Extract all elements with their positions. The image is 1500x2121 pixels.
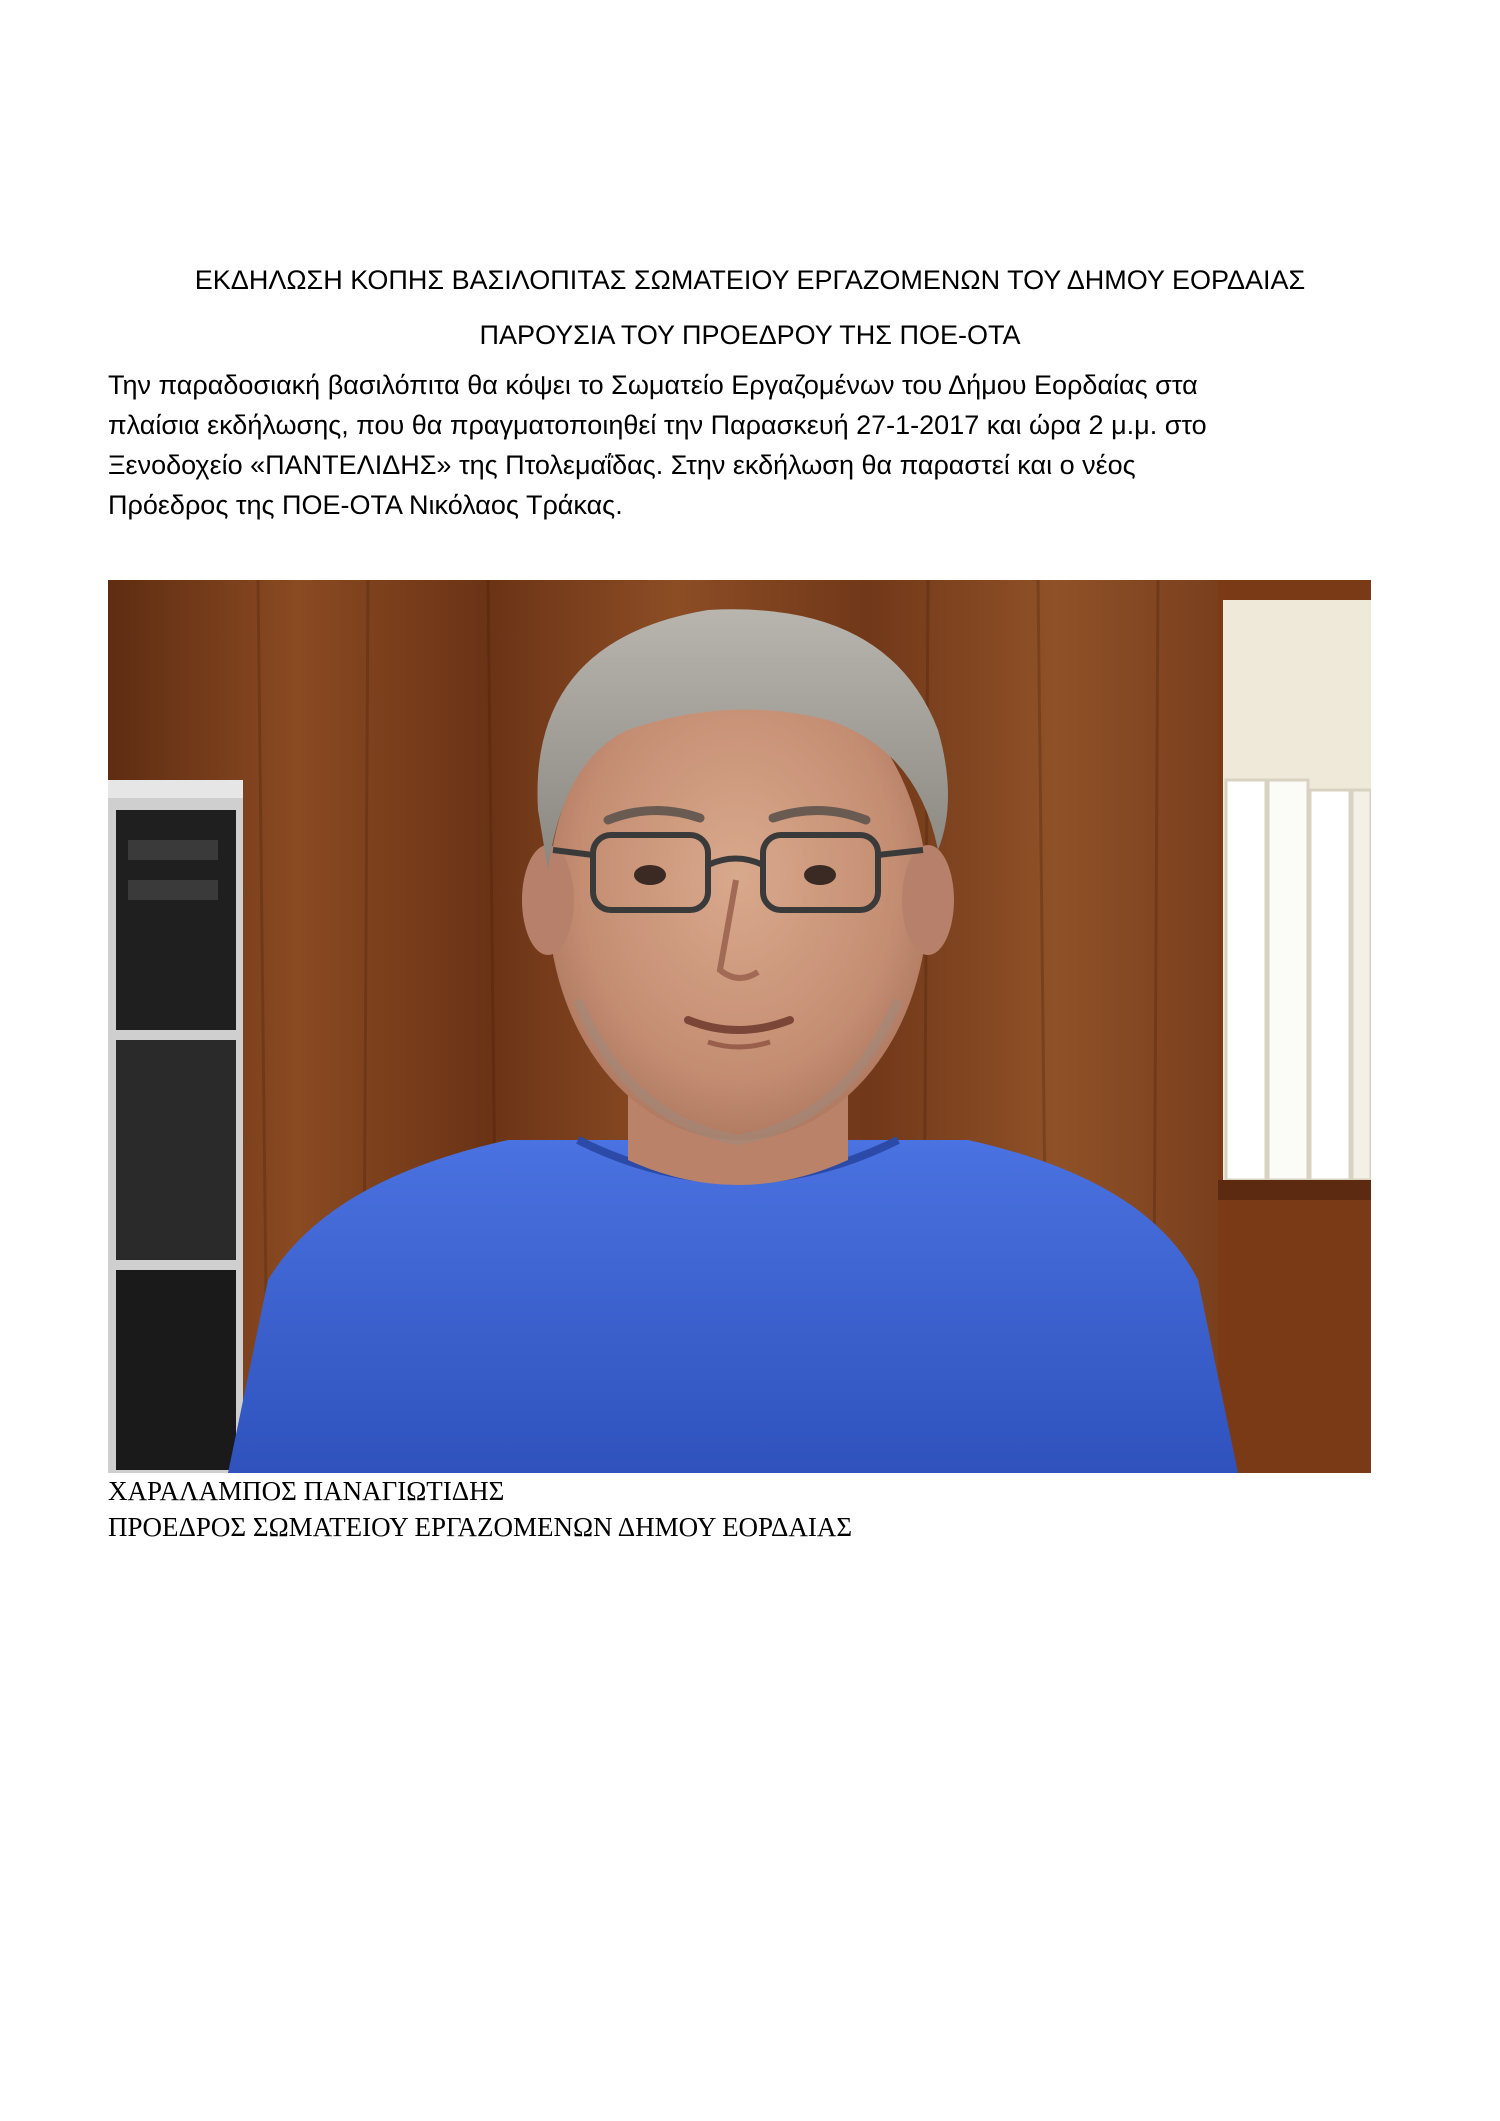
body-line: Πρόεδρος της ΠΟΕ-ΟΤΑ Νικόλαος Τράκας. [108, 490, 623, 520]
body-paragraph [108, 365, 1398, 525]
body-line: Ξενοδοχείο «ΠΑΝΤΕΛΙΔΗΣ» της Πτολεμαΐδας. Στην εκδήλωση θα παραστεί και ο νέος [108, 450, 1136, 480]
body-line: Την παραδοσιακή βασιλόπιτα θα κόψει το Σωματείο Εργαζομένων του Δήμου Εορδαίας στα [108, 370, 1198, 400]
portrait-photo [108, 580, 1371, 1473]
caption-name: ΧΑΡΑΛΑΜΠΟΣ ΠΑΝΑΓΙΩΤΙΔΗΣ [108, 1476, 505, 1506]
heading-title: ΕΚΔΗΛΩΣΗ ΚΟΠΗΣ ΒΑΣΙΛΟΠΙΤΑΣ ΣΩΜΑΤΕΙΟΥ ΕΡΓΑΖΟΜΕΝΩΝ ΤΟΥ ΔΗΜΟΥ ΕΟΡΔΑΙΑΣ [194, 265, 1306, 295]
body-line: πλαίσια εκδήλωσης, που θα πραγματοποιηθεί την Παρασκευή 27-1-2017 και ώρα 2 μ.μ. στο [108, 410, 1207, 440]
heading-subtitle: ΠΑΡΟΥΣΙΑ ΤΟΥ ΠΡΟΕΔΡΟΥ ΤΗΣ ΠΟΕ-ΟΤΑ [479, 320, 1021, 350]
portrait-photo-illustration [108, 580, 1371, 1473]
caption-title: ΠΡΟΕΔΡΟΣ ΣΩΜΑΤΕΙΟΥ ΕΡΓΑΖΟΜΕΝΩΝ ΔΗΜΟΥ ΕΟΡΔΑΙΑΣ [108, 1512, 853, 1542]
